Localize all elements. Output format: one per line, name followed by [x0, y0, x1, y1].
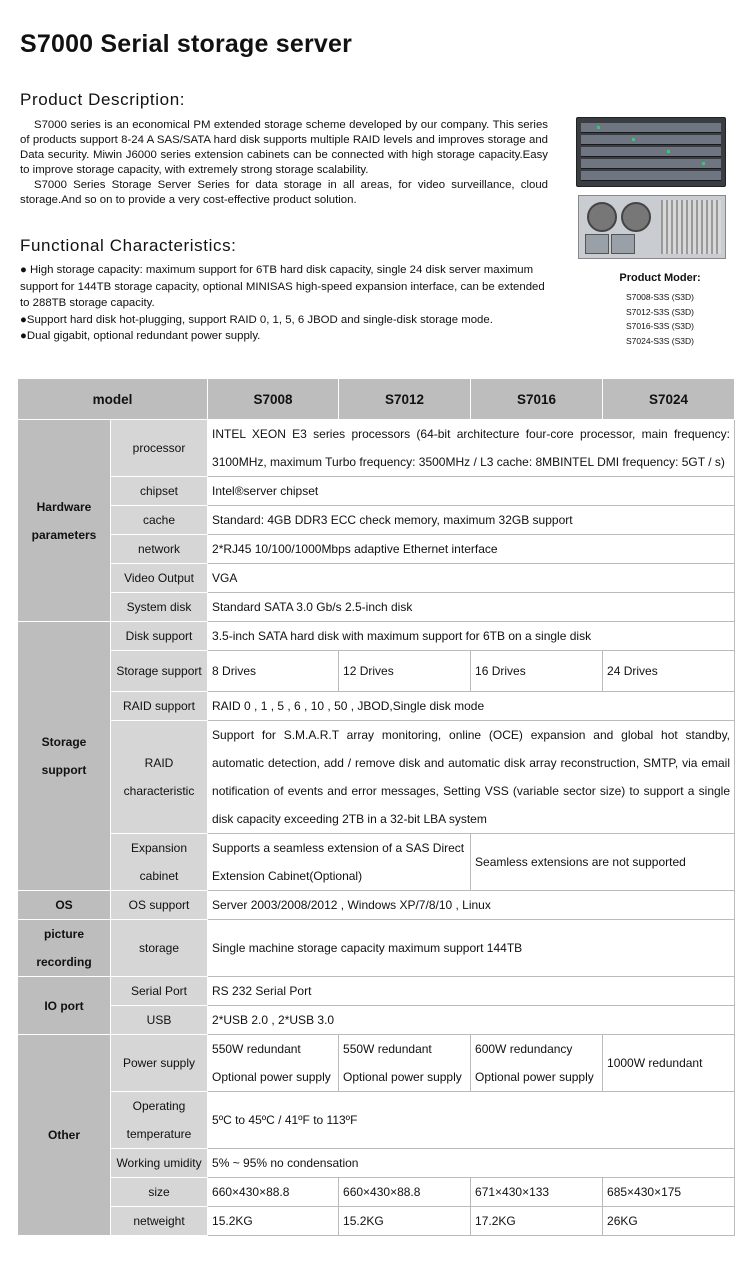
group-storage: Storage support	[18, 622, 111, 891]
group-other: Other	[18, 1035, 111, 1236]
group-hardware: Hardware parameters	[18, 420, 111, 622]
row-value: Support for S.M.A.R.T array monitoring, online (OCE) expansion and global hot standby, automatic detection, add / remove disk and automatic disk array reconstruction, SMTP, via email notification of events and error messages, Setting VSS (variable sector size) to support a single disk capacity exceeding 2TB in a 32-bit LBA system	[208, 721, 735, 834]
row-label: Operating temperature	[111, 1092, 208, 1149]
row-value: 550W redundant Optional power supply	[339, 1035, 471, 1092]
row-value: 5% ~ 95% no condensation	[208, 1149, 735, 1178]
table-row	[18, 1207, 735, 1236]
group-io: IO port	[18, 977, 111, 1035]
table-row	[18, 1178, 735, 1207]
spec-table	[17, 378, 735, 1236]
functional-heading: Functional Characteristics:	[20, 236, 237, 255]
row-label: chipset	[111, 477, 208, 506]
row-label: Video Output	[111, 564, 208, 593]
table-row	[18, 692, 735, 721]
row-value: 12 Drives	[339, 651, 471, 692]
page-title: S7000 Serial storage server	[20, 30, 353, 58]
header-s7008: S7008	[208, 379, 339, 420]
row-value: 685×430×175	[603, 1178, 735, 1207]
row-label: Power supply	[111, 1035, 208, 1092]
table-row	[18, 1149, 735, 1178]
table-row	[18, 506, 735, 535]
row-label: storage	[111, 920, 208, 977]
row-label: cache	[111, 506, 208, 535]
row-value: VGA	[208, 564, 735, 593]
product-description	[20, 118, 548, 208]
row-value: 3.5-inch SATA hard disk with maximum support for 6TB on a single disk	[208, 622, 735, 651]
header-s7024: S7024	[603, 379, 735, 420]
row-value: 5ºC to 45ºC / 41ºF to 113ºF	[208, 1092, 735, 1149]
header-s7012: S7012	[339, 379, 471, 420]
row-value: 26KG	[603, 1207, 735, 1236]
row-label: RAID characteristic	[111, 721, 208, 834]
model-item: S7016-S3S (S3D)	[625, 321, 695, 331]
row-label: size	[111, 1178, 208, 1207]
row-value: 550W redundant Optional power supply	[208, 1035, 339, 1092]
table-row	[18, 420, 735, 477]
table-header-row	[18, 379, 735, 420]
row-label: Disk support	[111, 622, 208, 651]
row-value: 17.2KG	[471, 1207, 603, 1236]
row-label: USB	[111, 1006, 208, 1035]
table-row	[18, 891, 735, 920]
row-label: RAID support	[111, 692, 208, 721]
row-value: Supports a seamless extension of a SAS Direct Extension Cabinet(Optional)	[208, 834, 471, 891]
row-value: 2*USB 2.0 , 2*USB 3.0	[208, 1006, 735, 1035]
row-label: System disk	[111, 593, 208, 622]
table-row	[18, 721, 735, 834]
header-s7016: S7016	[471, 379, 603, 420]
row-value: RS 232 Serial Port	[208, 977, 735, 1006]
row-value: 2*RJ45 10/100/1000Mbps adaptive Ethernet interface	[208, 535, 735, 564]
row-label: Storage support	[111, 651, 208, 692]
feature-item: ●Support hard disk hot-plugging, support RAID 0, 1, 5, 6 JBOD and single-disk storage mode.	[20, 313, 493, 326]
product-moder	[580, 272, 740, 348]
product-description-heading: Product Description:	[20, 90, 186, 109]
row-value: Standard SATA 3.0 Gb/s 2.5-inch disk	[208, 593, 735, 622]
table-row	[18, 535, 735, 564]
row-label: Expansion cabinet	[111, 834, 208, 891]
row-value: 671×430×133	[471, 1178, 603, 1207]
row-value: 600W redundancy Optional power supply	[471, 1035, 603, 1092]
row-value: Intel®server chipset	[208, 477, 735, 506]
group-picture: picture recording	[18, 920, 111, 977]
row-value: 8 Drives	[208, 651, 339, 692]
feature-item: ● High storage capacity: maximum support for 6TB hard disk capacity, single 24 disk server maximum support for 144TB storage capacity, optional MINISAS high-speed expansion interface, can be extended to 288TB storage capacity.	[20, 264, 545, 309]
table-row	[18, 477, 735, 506]
server-front-image	[576, 117, 726, 187]
row-value: 15.2KG	[208, 1207, 339, 1236]
row-value: RAID 0 , 1 , 5 , 6 , 10 , 50 , JBOD,Single disk mode	[208, 692, 735, 721]
table-row	[18, 564, 735, 593]
row-value: 24 Drives	[603, 651, 735, 692]
table-row	[18, 1035, 735, 1092]
table-row	[18, 977, 735, 1006]
row-value: 660×430×88.8	[208, 1178, 339, 1207]
row-value: Server 2003/2008/2012 , Windows XP/7/8/10 , Linux	[208, 891, 735, 920]
header-model: model	[18, 379, 208, 420]
table-row	[18, 834, 735, 891]
row-value: 16 Drives	[471, 651, 603, 692]
row-label: processor	[111, 420, 208, 477]
table-row	[18, 1006, 735, 1035]
functional-list	[20, 262, 548, 345]
row-label: netweight	[111, 1207, 208, 1236]
model-item: S7012-S3S (S3D)	[625, 306, 695, 317]
group-os: OS	[18, 891, 111, 920]
table-row	[18, 1092, 735, 1149]
server-rear-image	[578, 195, 726, 259]
row-value: Single machine storage capacity maximum support 144TB	[208, 920, 735, 977]
row-value: Standard: 4GB DDR3 ECC check memory, maximum 32GB support	[208, 506, 735, 535]
row-value: Seamless extensions are not supported	[471, 834, 735, 891]
table-row	[18, 920, 735, 977]
row-value: 660×430×88.8	[339, 1178, 471, 1207]
table-row	[18, 593, 735, 622]
row-label: OS support	[111, 891, 208, 920]
product-moder-title: Product Moder:	[619, 272, 701, 284]
model-item: S7008-S3S (S3D)	[625, 292, 695, 302]
row-label: Working umidity	[111, 1149, 208, 1178]
model-item: S7024-S3S (S3D)	[625, 335, 695, 346]
row-value: INTEL XEON E3 series processors (64-bit architecture four-core processor, main frequency: 3100MHz, maximum Turbo frequency: 3500MHz / L3 cache: 8MBINTEL DMI frequency: 5GT / s)	[208, 420, 735, 477]
row-value: 1000W redundant	[603, 1035, 735, 1092]
row-label: Serial Port	[111, 977, 208, 1006]
feature-item: ●Dual gigabit, optional redundant power supply.	[20, 330, 261, 342]
row-label: network	[111, 535, 208, 564]
description-paragraph: S7000 Series Storage Server Series for data storage in all areas, for video surveillance, cloud storage.And so on to provide a very cost-effective product solution.	[20, 179, 548, 206]
description-paragraph: S7000 series is an economical PM extended storage scheme developed by our company. This series of products support 8-24 A SAS/SATA hard disk supports multiple RAID levels and improves storage and Data security. Miwin J6000 series extension cabinets can be connected with high storage capacity.Easy to improve storage capacity, with extremely strong storage scalability.	[20, 119, 548, 176]
table-row	[18, 622, 735, 651]
row-value: 15.2KG	[339, 1207, 471, 1236]
table-row	[18, 651, 735, 692]
